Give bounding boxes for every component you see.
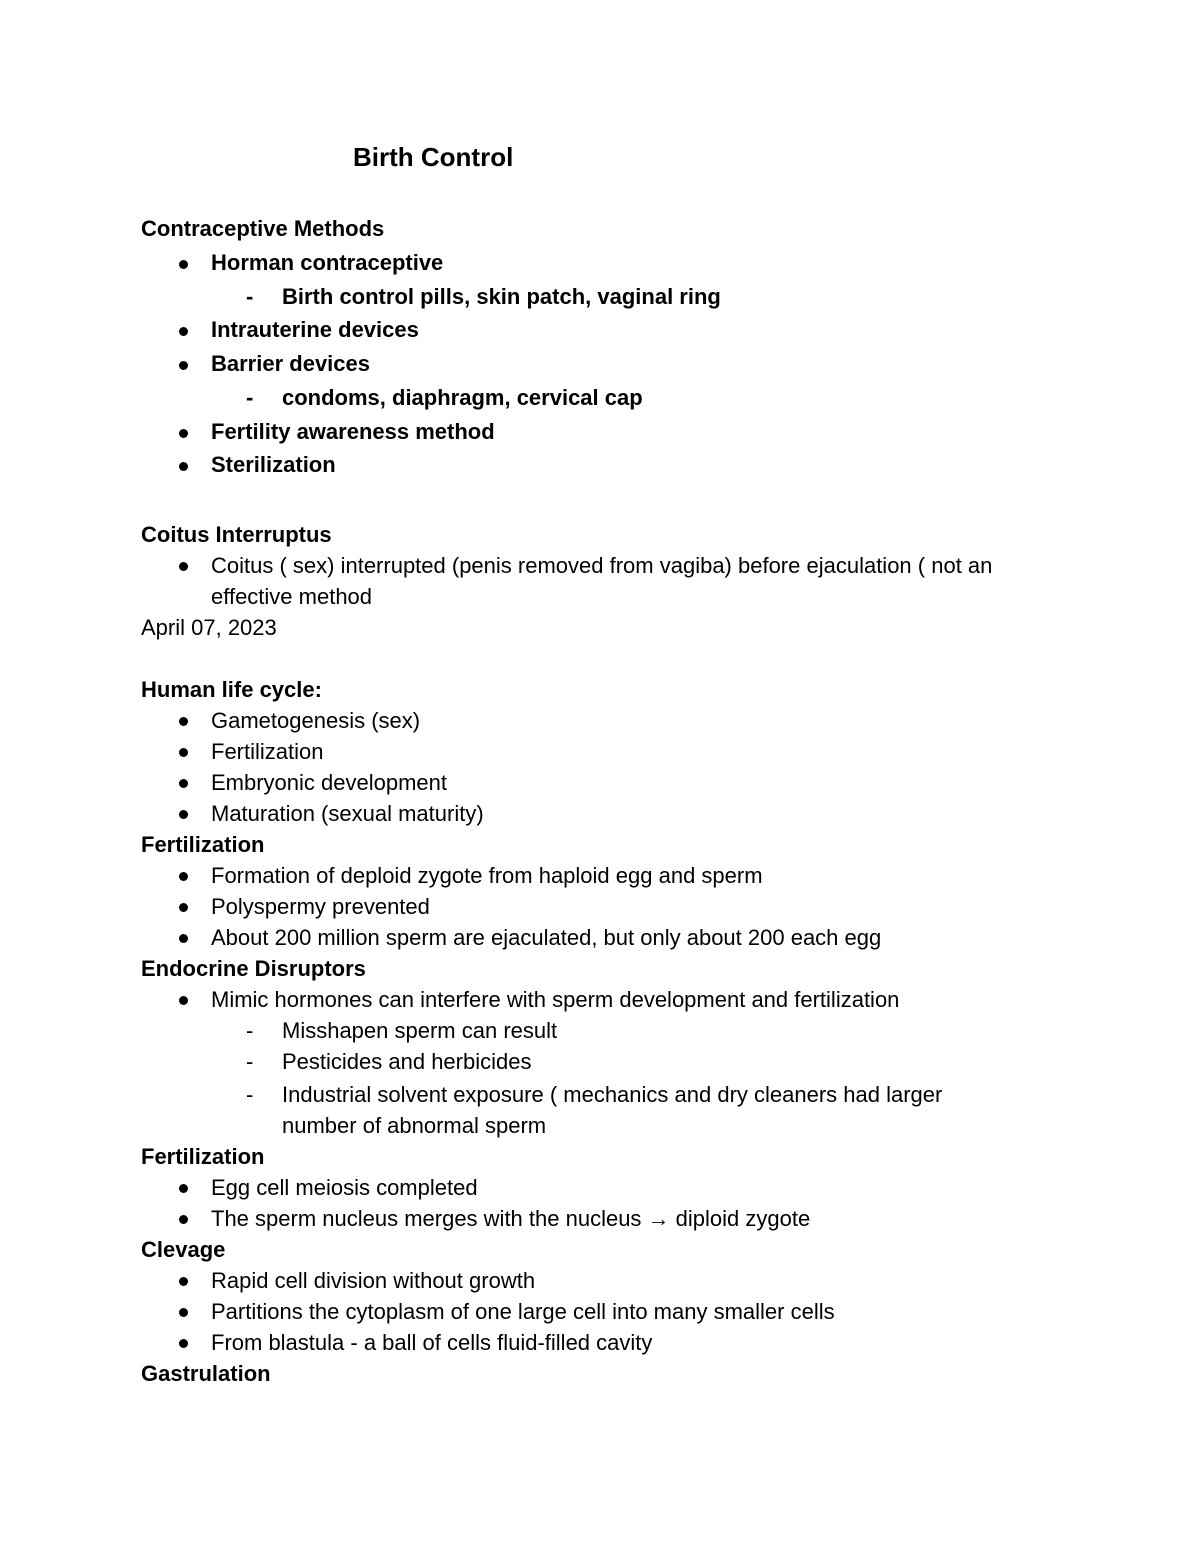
dash-icon: - <box>246 1049 254 1074</box>
bullet-icon <box>179 934 188 943</box>
list-item-continuation: effective method <box>211 584 373 609</box>
list-item: Coitus ( sex) interrupted (penis removed from vagiba) before ejaculation ( not an <box>211 553 993 578</box>
list-item: Intrauterine devices <box>211 317 419 342</box>
bullet-icon <box>179 996 188 1005</box>
list-subitem-continuation: number of abnormal sperm <box>282 1113 547 1138</box>
list-item: Horman contraceptive <box>211 250 444 275</box>
list-item: Maturation (sexual maturity) <box>211 801 484 826</box>
list-item: Egg cell meiosis completed <box>211 1175 478 1200</box>
list-item: Fertilization <box>211 739 324 764</box>
dash-icon: - <box>246 1018 254 1043</box>
bullet-icon <box>179 903 188 912</box>
dash-icon: - <box>246 284 254 309</box>
list-subitem: Industrial solvent exposure ( mechanics and dry cleaners had larger <box>282 1082 943 1107</box>
section-heading-endocrine: Endocrine Disruptors <box>141 956 366 981</box>
list-item: Gametogenesis (sex) <box>211 708 421 733</box>
list-item: Polyspermy prevented <box>211 894 430 919</box>
bullet-icon <box>179 779 188 788</box>
bullet-icon <box>179 1308 188 1317</box>
list-item: Formation of deploid zygote from haploid egg and sperm <box>211 863 763 888</box>
section-heading-fertilization: Fertilization <box>141 832 265 857</box>
section-heading-fertilization: Fertilization <box>141 1144 265 1169</box>
section-heading-gastrulation: Gastrulation <box>141 1361 271 1386</box>
page-title: Birth Control <box>353 142 514 172</box>
list-item: Fertility awareness method <box>211 419 495 444</box>
list-item: Sterilization <box>211 452 336 477</box>
list-subitem: condoms, diaphragm, cervical cap <box>282 385 643 410</box>
list-item: Mimic hormones can interfere with sperm development and fertilization <box>211 987 900 1012</box>
bullet-icon <box>179 872 188 881</box>
list-item: Barrier devices <box>211 351 370 376</box>
bullet-icon <box>179 1215 188 1224</box>
bullet-icon <box>179 260 188 269</box>
bullet-icon <box>179 810 188 819</box>
bullet-icon <box>179 717 188 726</box>
section-heading-life-cycle: Human life cycle: <box>141 677 322 702</box>
dash-icon: - <box>246 385 254 410</box>
date-text: April 07, 2023 <box>141 615 277 640</box>
bullet-icon <box>179 429 188 438</box>
section-heading-contraceptive: Contraceptive Methods <box>141 216 385 241</box>
list-item: Rapid cell division without growth <box>211 1268 536 1293</box>
bullet-icon <box>179 748 188 757</box>
section-heading-coitus: Coitus Interruptus <box>141 522 332 547</box>
bullet-icon <box>179 462 188 471</box>
list-subitem: Birth control pills, skin patch, vaginal ring <box>282 284 721 309</box>
list-item: Partitions the cytoplasm of one large cell into many smaller cells <box>211 1299 835 1324</box>
section-heading-clevage: Clevage <box>141 1237 226 1262</box>
list-subitem: Pesticides and herbicides <box>282 1049 532 1074</box>
bullet-icon <box>179 1277 188 1286</box>
bullet-icon <box>179 327 188 336</box>
list-item: The sperm nucleus merges with the nucleus → diploid zygote <box>211 1206 811 1231</box>
list-item: About 200 million sperm are ejaculated, but only about 200 each egg <box>211 925 882 950</box>
bullet-icon <box>179 1184 188 1193</box>
list-subitem: Misshapen sperm can result <box>282 1018 558 1043</box>
list-item: From blastula - a ball of cells fluid-filled cavity <box>211 1330 653 1355</box>
bullet-icon <box>179 562 188 571</box>
bullet-icon <box>179 361 188 370</box>
bullet-icon <box>179 1339 188 1348</box>
dash-icon: - <box>246 1082 254 1107</box>
list-item: Embryonic development <box>211 770 448 795</box>
